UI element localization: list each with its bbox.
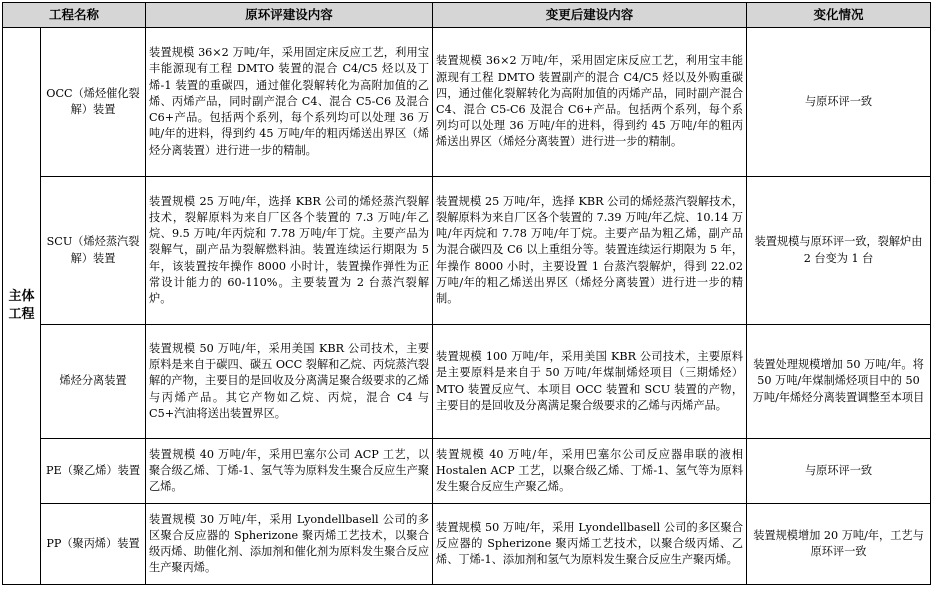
revised-content-scu: 装置规模 25 万吨/年，选择 KBR 公司的烯烃蒸汽裂解技术，裂解原料为来自厂区各个装置的 7.39 万吨/年乙烷、10.14 万吨/年丙烷和 7.78 万吨/年丁烷。主要产品为粗乙烯，副产品为混合碳四及 C6 以上重组分等。装置连续运行期限为 5 年，年操作 8000 小时，主要设置 1 台蒸汽裂解炉，得到 22.02 万吨/年的粗乙烯送出界区（烯烃分离装置）进行进一步的精制。 (433, 177, 747, 325)
unit-name-pe: PE（聚乙烯）装置 (41, 439, 146, 504)
revised-content-occ: 装置规模 36×2 万吨/年，采用固定床反应工艺，利用宝丰能源现有工程 DMTO 装置副产的混合 C4/C5 烃以及外购重碳四，通过催化裂解转化为高附加值的丙烯产品，同时副产混合 C4、混合 C5-C6 及混合 C6+产品。包括两个系列，每个系列均可以处理 36 万吨/年的进料，得到约 45 万吨/年的粗丙烯送出界区（烯烃分离装置）进行进一步的精制。 (433, 28, 747, 177)
change-olefin-separation: 装置处理规模增加 50 万吨/年。将 50 万吨/年煤制烯烃项目中的 50 万吨/年烯烃分离装置调整至本项目 (747, 325, 931, 439)
revised-content-pp: 装置规模 50 万吨/年，采用 Lyondellbasell 公司的多区聚合反应器的 Spherizone 聚丙烯工艺技术，以聚合级丙烯、乙烯、丁烯-1、添加剂和氢气为原料发生聚合反应生产聚丙烯。 (433, 504, 747, 585)
revised-content-olefin-separation: 装置规模 100 万吨/年，采用美国 KBR 公司技术，主要原料是主要原料是来自于 50 万吨/年煤制烯烃项目（三期烯烃）MTO 装置反应气、本项目 OCC 装置和 SCU 装置的产物，主要目的是回收及分离满足聚合级要求的乙烯与丙烯产品。 (433, 325, 747, 439)
construction-comparison-table (2, 2, 931, 585)
change-pp: 装置规模增加 20 万吨/年，工艺与原环评一致 (747, 504, 931, 585)
original-content-pp: 装置规模 30 万吨/年，采用 Lyondellbasell 公司的多区聚合反应器的 Spherizone 聚丙烯工艺技术，以聚合级丙烯、助催化剂、添加剂和催化剂为原料发生聚合反应生产聚丙烯。 (146, 504, 433, 585)
change-scu: 装置规模与原环评一致，裂解炉由 2 台变为 1 台 (747, 177, 931, 325)
unit-name-occ: OCC（烯烃催化裂解）装置 (41, 28, 146, 177)
header-revised-content: 变更后建设内容 (433, 3, 747, 28)
change-occ: 与原环评一致 (747, 28, 931, 177)
change-pe: 与原环评一致 (747, 439, 931, 504)
header-change: 变化情况 (747, 3, 931, 28)
table-row-olefin-separation (3, 325, 931, 439)
unit-name-scu: SCU（烯烃蒸汽裂解）装置 (41, 177, 146, 325)
category-main-project: 主体工程 (3, 28, 41, 585)
table-row-pe (3, 439, 931, 504)
unit-name-olefin-separation: 烯烃分离装置 (41, 325, 146, 439)
table-row-pp (3, 504, 931, 585)
revised-content-pe: 装置规模 40 万吨/年，采用巴塞尔公司反应器串联的液相 Hostalen ACP 工艺，以聚合级乙烯、丁烯-1、氢气等为原料发生聚合反应生产聚乙烯。 (433, 439, 747, 504)
header-project-name: 工程名称 (3, 3, 146, 28)
table-row-scu (3, 177, 931, 325)
original-content-occ: 装置规模 36×2 万吨/年，采用固定床反应工艺，利用宝丰能源现有工程 DMTO 装置的混合 C4/C5 烃以及丁烯-1 装置的重碳四，通过催化裂解转化为高附加值的乙烯、丙烯产品，同时副产混合 C4、混合 C5-C6 及混合 C6+产品。包括两个系列，每个系列均可以处理 36 万吨/年的进料，得到约 45 万吨/年的粗丙烯送出界区（烯烃分离装置）进行进一步的精制。 (146, 28, 433, 177)
table-header-row (3, 3, 931, 28)
original-content-olefin-separation: 装置规模 50 万吨/年，采用美国 KBR 公司技术，主要原料是来自于碳四、碳五 OCC 裂解和乙烷、丙烷蒸汽裂解的产物，主要目的是回收及分离满足聚合级要求的乙烯与丙烯产品。其它产物如乙烷、丙烷，混合 C4 与 C5+汽油将送出装置界区。 (146, 325, 433, 439)
table-row-occ (3, 28, 931, 177)
header-original-content: 原环评建设内容 (146, 3, 433, 28)
original-content-scu: 装置规模 25 万吨/年，选择 KBR 公司的烯烃蒸汽裂解技术，裂解原料为来自厂区各个装置的 7.3 万吨/年乙烷、9.5 万吨/年丙烷和 7.78 万吨/年丁烷。主要产品为裂解气，副产品为裂解燃料油。装置连续运行期限为 5 年，该装置按年操作 8000 小时计，装置操作弹性为正常设计能力的 60-110%。主要装置为 2 台蒸汽裂解炉。 (146, 177, 433, 325)
unit-name-pp: PP（聚丙烯）装置 (41, 504, 146, 585)
original-content-pe: 装置规模 40 万吨/年，采用巴塞尔公司 ACP 工艺，以聚合级乙烯、丁烯-1、氢气等为原料发生聚合反应生产聚乙烯。 (146, 439, 433, 504)
